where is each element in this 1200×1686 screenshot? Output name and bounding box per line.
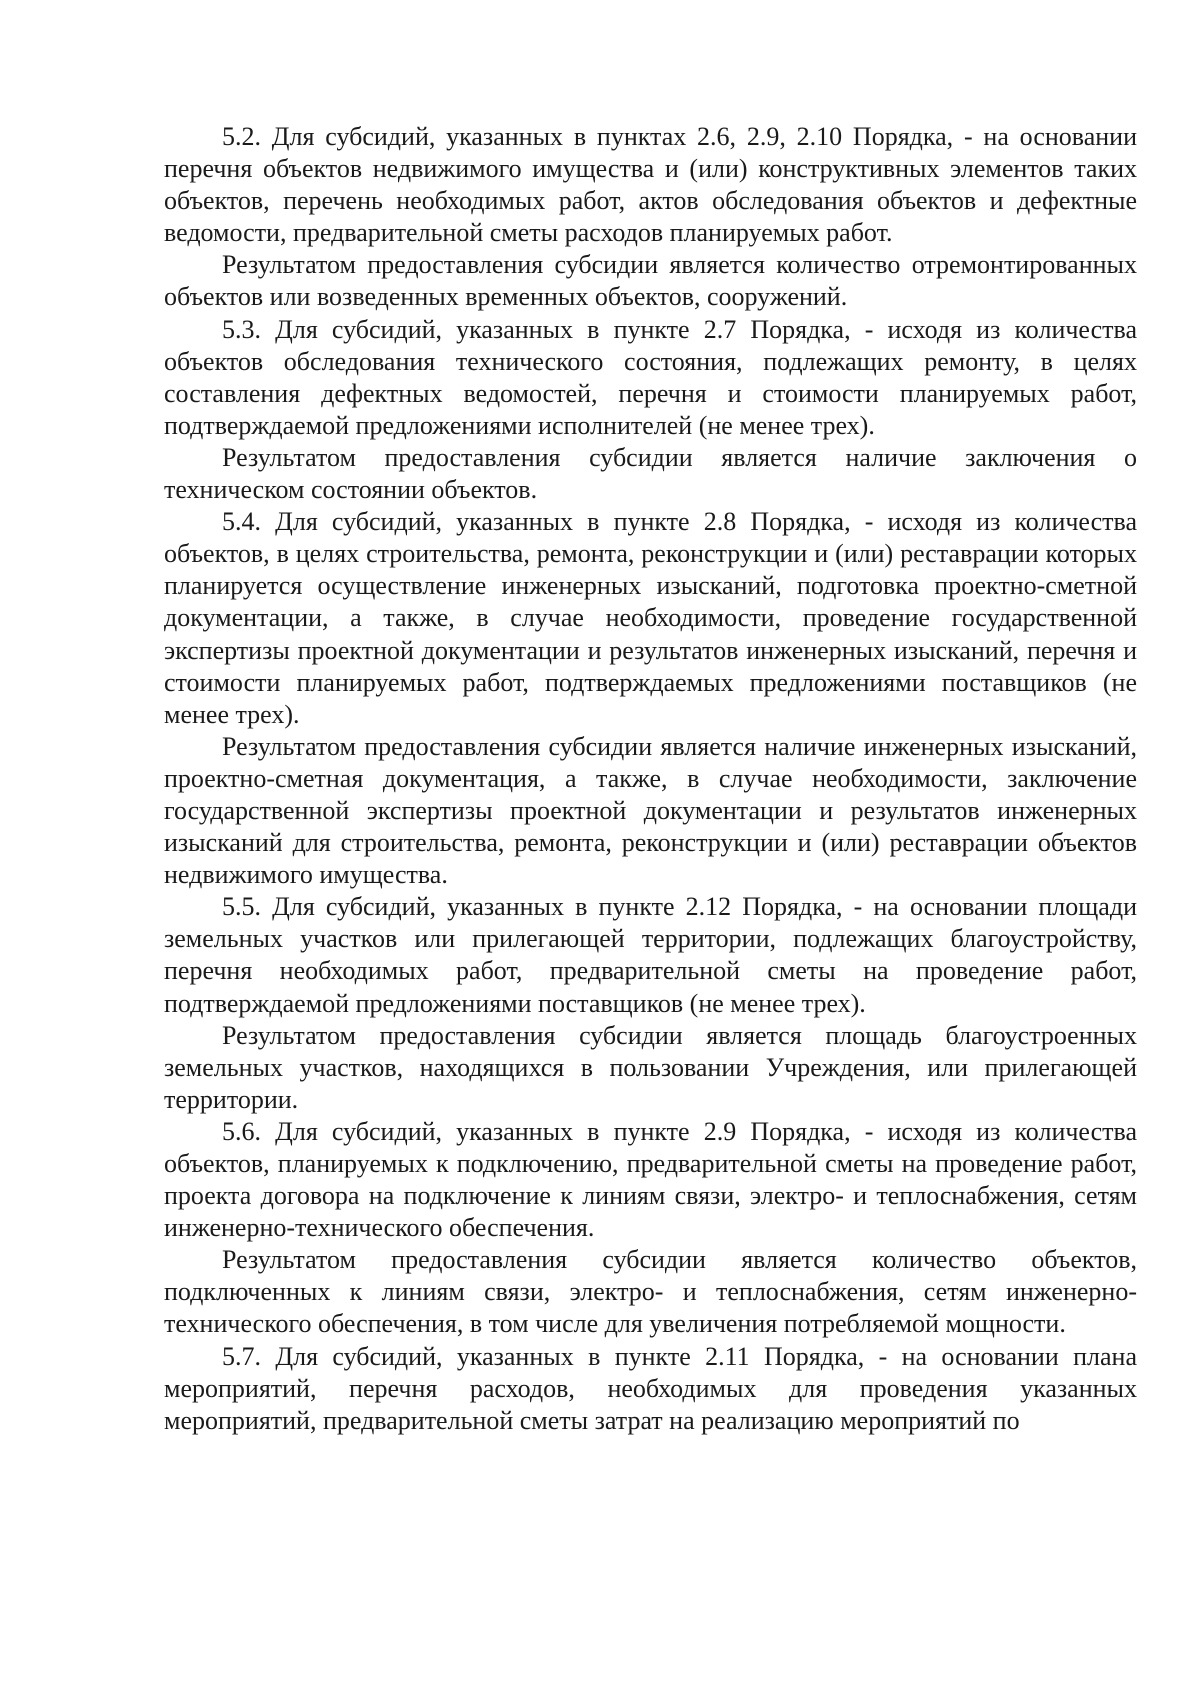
paragraph-5-5: 5.5. Для субсидий, указанных в пункте 2.12 Порядка, - на основании площади земельных участков или прилегающей территории, подлежащих благоустройству, перечня необходимых работ, предварительной сметы на проведение работ, подтверждаемой предложениями поставщиков (не менее трех). [164, 892, 1137, 1018]
paragraph-5-3: 5.3. Для субсидий, указанных в пункте 2.7 Порядка, - исходя из количества объектов обследования технического состояния, подлежащих ремонту, в целях составления дефектных ведомостей, перечня и стоимости планируемых работ, подтверждаемой предложениями исполнителей (не менее трех). [164, 314, 1137, 440]
paragraph-5-2: 5.2. Для субсидий, указанных в пунктах 2.6, 2.9, 2.10 Порядка, - на основании перечня объектов недвижимого имущества и (или) конструктивных элементов таких объектов, перечень необходимых работ, актов обследования объектов и дефектные ведомости, предварительной сметы расходов планируемых работ. [164, 122, 1137, 248]
paragraph-5-4: 5.4. Для субсидий, указанных в пункте 2.8 Порядка, - исходя из количества объектов, в целях строительства, ремонта, реконструкции и (или) реставрации которых планируется осуществление инженерных изысканий, подготовка проектно-сметной документации, а также, в случае необходимости, проведение государственной экспертизы проектной документации и результатов инженерных изысканий, перечня и стоимости планируемых работ, подтверждаемых предложениями поставщиков (не менее трех). [164, 507, 1137, 729]
paragraph-5-5-result: Результатом предоставления субсидии является площадь благоустроенных земельных участков, находящихся в пользовании Учреждения, или прилегающей территории. [164, 1020, 1137, 1114]
paragraph-5-2-result: Результатом предоставления субсидии является количество отремонтированных объектов или возведенных временных объектов, сооружений. [164, 250, 1137, 312]
paragraph-5-6-result: Результатом предоставления субсидии является количество объектов, подключенных к линиям связи, электро- и теплоснабжения, сетям инженерно-технического обеспечения, в том числе для увеличения потребляемой мощности. [164, 1245, 1137, 1339]
document-body [164, 121, 1137, 1437]
paragraph-5-7: 5.7. Для субсидий, указанных в пункте 2.11 Порядка, - на основании плана мероприятий, перечня расходов, необходимых для проведения указанных мероприятий, предварительной сметы затрат на реализацию мероприятий по [164, 1341, 1137, 1435]
paragraph-5-3-result: Результатом предоставления субсидии является наличие заключения о техническом состоянии объектов. [164, 442, 1137, 505]
paragraph-5-4-result: Результатом предоставления субсидии является наличие инженерных изысканий, проектно-сметная документация, а также, в случае необходимости, заключение государственной экспертизы проектной документации и результатов инженерных изысканий для строительства, ремонта, реконструкции и (или) реставрации объектов недвижимого имущества. [164, 731, 1137, 890]
paragraph-5-6: 5.6. Для субсидий, указанных в пункте 2.9 Порядка, - исходя из количества объектов, планируемых к подключению, предварительной сметы на проведение работ, проекта договора на подключение к линиям связи, электро- и теплоснабжения, сетям инженерно-технического обеспечения. [164, 1116, 1137, 1243]
